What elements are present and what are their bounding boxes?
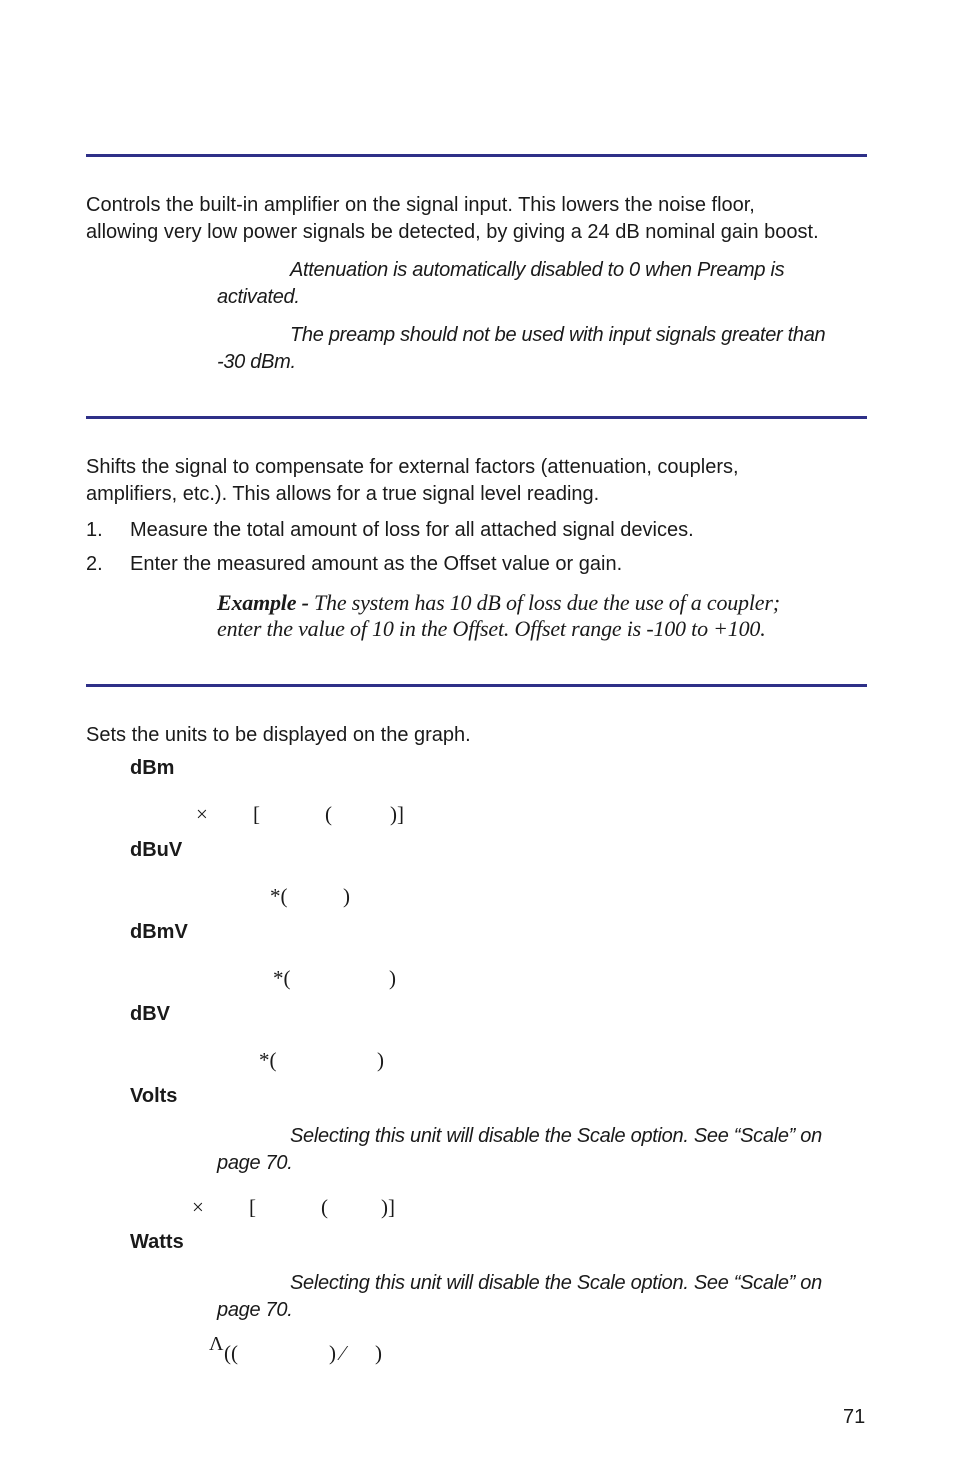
units-description: Sets the units to be displayed on the graph. (86, 724, 471, 746)
unit-dbm-label: dBm (130, 757, 175, 779)
unit-volts-label: Volts (130, 1085, 178, 1107)
offset-step-number: 1. (86, 519, 103, 541)
preamp-note-attenuation-line2: activated. (217, 286, 300, 308)
offset-description-line1: Shifts the signal to compensate for external factors (attenuation, couplers, (86, 456, 739, 478)
formula-symbol: )] (390, 802, 404, 826)
volts-note-line2: page 70. (217, 1152, 293, 1174)
offset-step-text: Enter the measured amount as the Offset value or gain. (130, 553, 623, 575)
formula-symbol: ) (343, 884, 350, 908)
offset-step-text: Measure the total amount of loss for all attached signal devices. (130, 519, 694, 541)
preamp-description-line1: Controls the built-in amplifier on the signal input. This lowers the noise floor, (86, 194, 755, 216)
formula-symbol: (( (224, 1341, 238, 1365)
formula-symbol: ⁄ (341, 1341, 345, 1365)
offset-description-line2: amplifiers, etc.). This allows for a true signal level reading. (86, 483, 600, 505)
preamp-note-attenuation-line1: Attenuation is automatically disabled to 0 when Preamp is (290, 259, 785, 281)
formula-symbol: ( (325, 802, 332, 826)
page-number: 71 (843, 1406, 866, 1428)
offset-example-text: The system has 10 dB of loss due the use of a coupler; (314, 590, 780, 615)
formula-symbol: × (192, 1195, 204, 1219)
formula-symbol: ) (329, 1341, 336, 1365)
volts-note-line1: Selecting this unit will disable the Scale option. See “Scale” on (290, 1125, 822, 1147)
unit-watts-label: Watts (130, 1231, 184, 1253)
formula-symbol: ) (377, 1048, 384, 1072)
section-divider-preamp (86, 154, 867, 157)
formula-symbol: *( (259, 1048, 277, 1072)
unit-dbmv-label: dBmV (130, 921, 188, 943)
formula-symbol: ) (389, 966, 396, 990)
offset-example-line1 (217, 590, 780, 616)
formula-symbol: [ (249, 1195, 256, 1219)
formula-symbol: × (196, 802, 208, 826)
formula-symbol: [ (253, 802, 260, 826)
preamp-description-line2: allowing very low power signals be detected, by giving a 24 dB nominal gain boost. (86, 221, 819, 243)
formula-symbol: Λ (209, 1333, 224, 1355)
formula-symbol: ) (375, 1341, 382, 1365)
offset-example-label: Example - (217, 590, 309, 615)
formula-symbol: ( (321, 1195, 328, 1219)
formula-symbol: )] (381, 1195, 395, 1219)
preamp-note-input-limit-line2: -30 dBm. (217, 351, 296, 373)
unit-dbv-label: dBV (130, 1003, 170, 1025)
preamp-note-input-limit-line1: The preamp should not be used with input signals greater than (290, 324, 826, 346)
section-divider-units (86, 684, 867, 687)
unit-dbuv-label: dBuV (130, 839, 183, 861)
watts-note-line2: page 70. (217, 1299, 293, 1321)
formula-symbol: *( (270, 884, 288, 908)
section-divider-offset (86, 416, 867, 419)
offset-step-number: 2. (86, 553, 103, 575)
formula-symbol: *( (273, 966, 291, 990)
watts-note-line1: Selecting this unit will disable the Scale option. See “Scale” on (290, 1272, 822, 1294)
offset-example-line2: enter the value of 10 in the Offset. Offset range is -100 to +100. (217, 616, 766, 641)
